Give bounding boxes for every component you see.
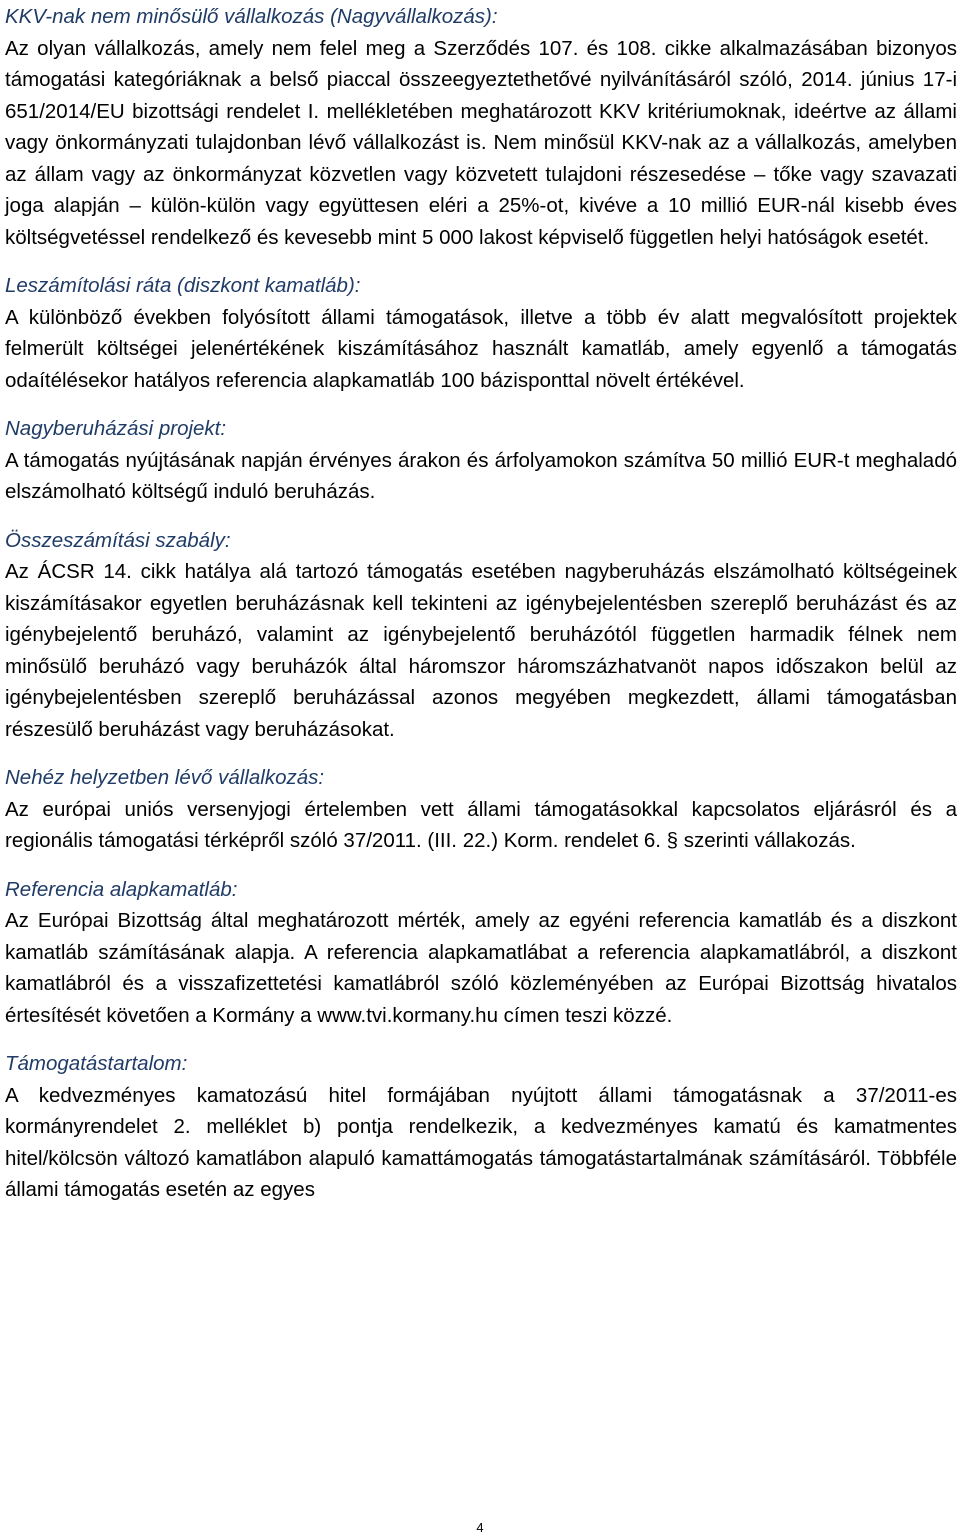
definition-referencia-alapkamatlab [5, 874, 957, 1032]
definition-term: Nagyberuházási projekt: [5, 417, 227, 440]
definition-term: Támogatástartalom: [5, 1052, 188, 1075]
definition-nehez-helyzetben-levo-vallalkozas [5, 762, 957, 857]
definition-body: Az ÁCSR 14. cikk hatálya alá tartozó támogatás esetében nagyberuházás elszámolható költségeinek kiszámításakor egyetlen beruházásnak kell tekinteni az igénybejelentésben szereplő beruházást és az igénybejelentő beruházó, valamint az igénybejelentő beruházótól független harmadik félnek nem minősülő beruházó vagy beruházók által háromszor háromszázhatvanöt napos időszakon belül az igénybejelentésben szereplő beruházással azonos megyében megkezdett, állami támogatásban részesülő beruházást vagy beruházásokat. [5, 560, 957, 741]
definition-leszamitolasi-rata [5, 270, 957, 396]
definition-tamogatastartalom [5, 1048, 957, 1206]
document-page [5, 0, 957, 1223]
definition-term: Referencia alapkamatláb: [5, 877, 238, 901]
definition-term: Leszámítolási ráta (diszkont kamatláb): [5, 274, 361, 297]
definition-term: KKV-nak nem minősülő vállalkozás (Nagyvállalkozás): [5, 5, 498, 28]
page-number: 4 [476, 1520, 484, 1535]
definition-body: Az olyan vállalkozás, amely nem felel meg a Szerződés 107. és 108. cikke alkalmazásában bizonyos támogatási kategóriáknak a belső piaccal összeegyeztethetővé nyilvánításáról szóló, 2014. június 17-i 651/2014/EU bizottsági rendelet I. mellékletében meghatározott KKV kritériumoknak, ideértve az állami vagy önkormányzati tulajdonban lévő vállalkozást is. Nem minősül KKV-nak az a vállalkozás, amelyben az állam vagy az önkormányzat közvetlen vagy közvetett tulajdoni részesedése – tőke vagy szavazati joga alapján – külön-külön vagy együttesen eléri a 25%-ot, kivéve a 10 millió EUR-nál kisebb éves költségvetéssel rendelkező és kevesebb mint 5 000 lakost képviselő független helyi hatóságok esetét. [5, 36, 957, 249]
definition-body: A támogatás nyújtásának napján érvényes árakon és árfolyamokon számítva 50 millió EUR-t meghaladó elszámolható költségű induló beruházás. [5, 448, 957, 503]
definition-term: Nehéz helyzetben lévő vállalkozás: [5, 766, 325, 789]
definition-body: Az Európai Bizottság által meghatározott mérték, amely az egyéni referencia kamatláb és a diszkont kamatláb számításának alapja. A referencia alapkamatlábat a referencia alapkamatlábról, a diszkont kamatlábról és a visszafizettetési kamatlábról szóló közleményében az Európai Bizottság hivatalos értesítését követően a Kormány a www.tvi.kormany.hu címen teszi közzé. [5, 909, 957, 1027]
definition-nagyberuhazasi-projekt [5, 413, 957, 508]
definition-osszeszamitasi-szabaly [5, 525, 957, 746]
definition-term: Összeszámítási szabály: [5, 528, 231, 552]
definition-body: Az európai uniós versenyjogi értelemben vett állami támogatásokkal kapcsolatos eljárásról és a regionális támogatási térképről szóló 37/2011. (III. 22.) Korm. rendelet 6. § szerinti vállakozás. [5, 797, 957, 852]
definition-nagyvallalkozas [5, 1, 957, 253]
definition-body: A kedvezményes kamatozású hitel formájában nyújtott állami támogatásnak a 37/2011-es kormányrendelet 2. melléklet b) pontja rendelkezik, a kedvezményes kamatú és kamatmentes hitel/kölcsön változó kamatlábon alapuló kamattámogatás támogatástartalmának számításáról. Többféle állami támogatás esetén az egyes [5, 1083, 957, 1201]
definition-body: A különböző években folyósított állami támogatások, illetve a több év alatt megvalósított projektek felmerült költségei jelenértékének kiszámításához használt kamatláb, amely egyenlő a támogatás odaítélésekor hatályos referencia alapkamatláb 100 bázisponttal növelt értékével. [5, 305, 957, 392]
